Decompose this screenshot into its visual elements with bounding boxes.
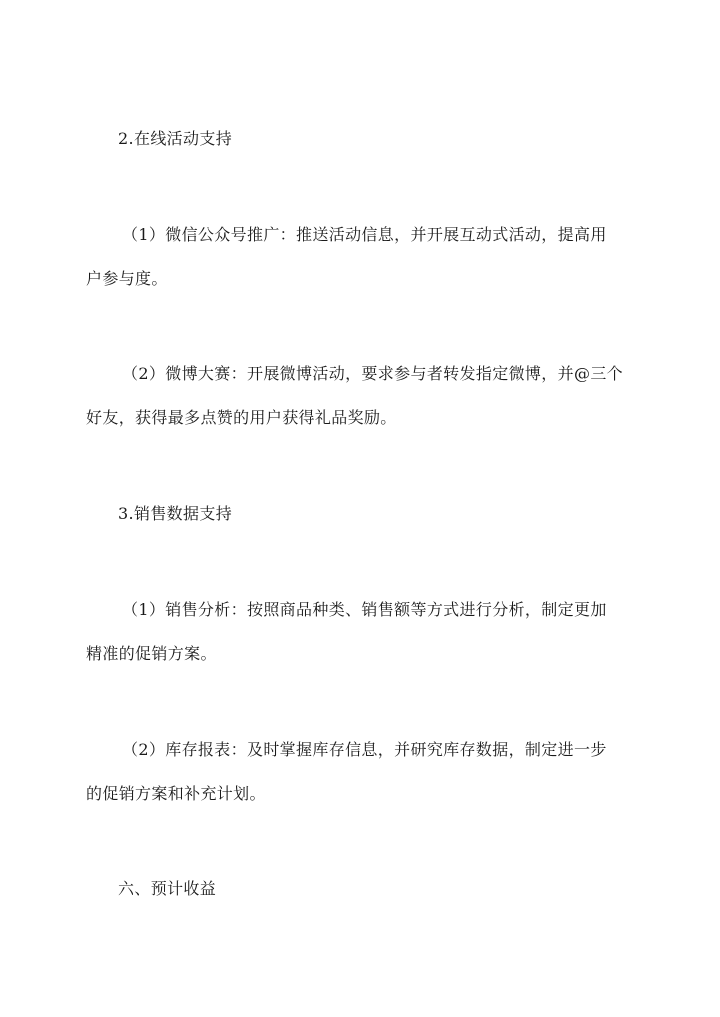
paragraph-sales-analysis-line-1: （1）销售分析：按照商品种类、销售额等方式进行分析，制定更加 xyxy=(122,600,607,619)
paragraph-sales-analysis-line-2: 精准的促销方案。 xyxy=(86,644,217,663)
section-heading-expected-revenue: 六、预计收益 xyxy=(118,879,217,898)
section-heading-online-activity-support: 2.在线活动支持 xyxy=(118,129,233,148)
section-heading-sales-data-support: 3.销售数据支持 xyxy=(118,504,233,523)
paragraph-weibo-contest-line-1: （2）微博大赛：开展微博活动，要求参与者转发指定微博，并@三个 xyxy=(122,364,624,383)
paragraph-inventory-report-line-2: 的促销方案和补充计划。 xyxy=(86,784,266,803)
paragraph-wechat-promotion-line-1: （1）微信公众号推广：推送活动信息，并开展互动式活动，提高用 xyxy=(122,225,607,244)
paragraph-inventory-report-line-1: （2）库存报表：及时掌握库存信息，并研究库存数据，制定进一步 xyxy=(122,740,607,759)
paragraph-weibo-contest-line-2: 好友，获得最多点赞的用户获得礼品奖励。 xyxy=(86,408,397,427)
paragraph-wechat-promotion-line-2: 户参与度。 xyxy=(86,269,168,288)
